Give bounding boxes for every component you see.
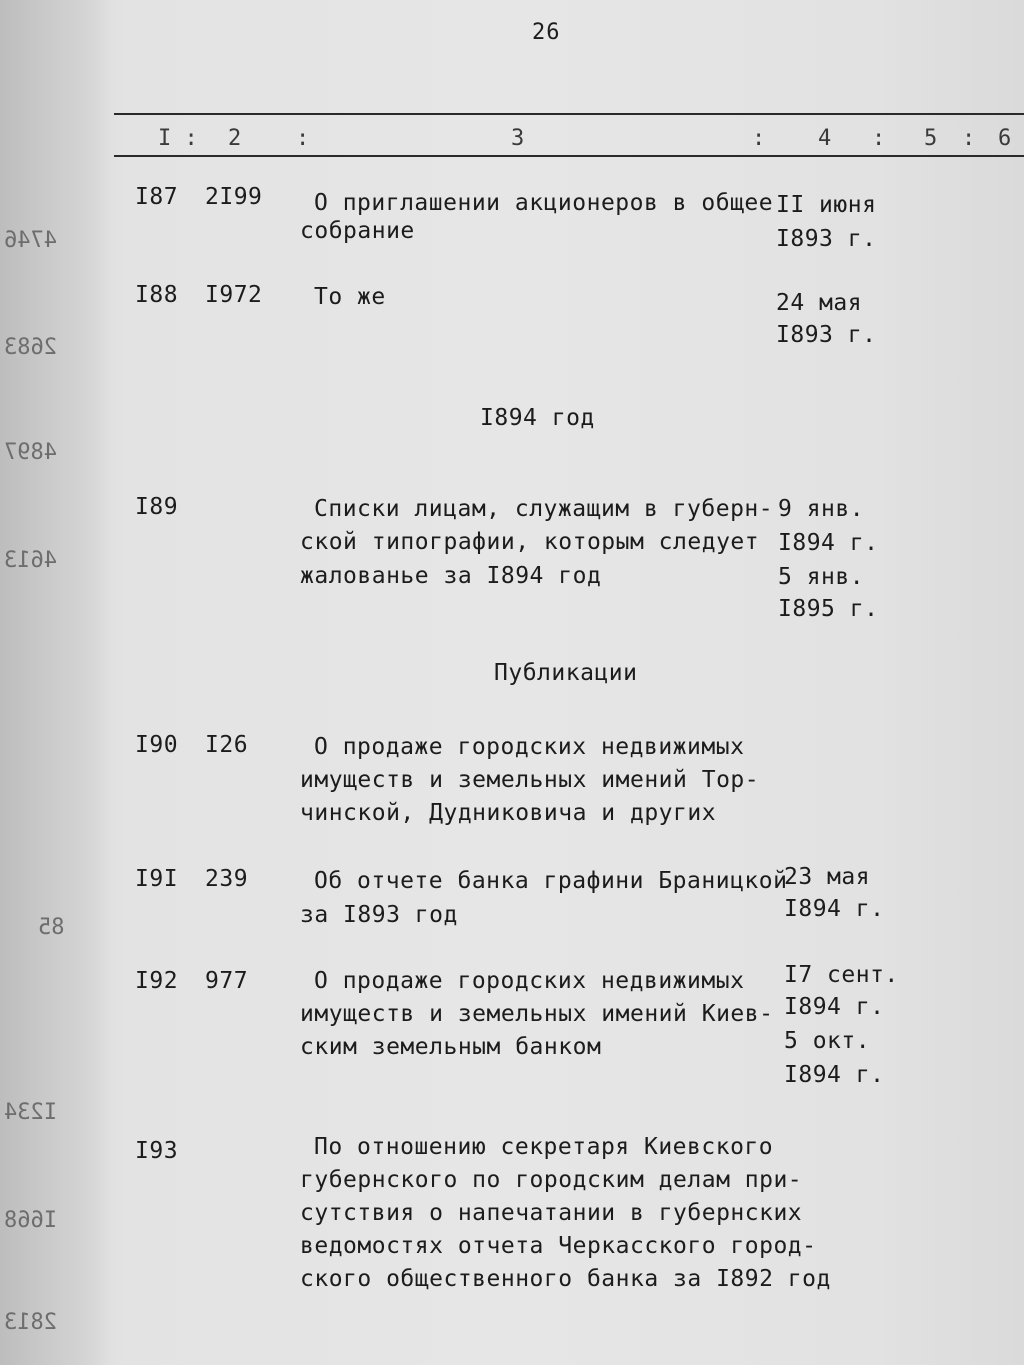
entry-col2: 2I99 [205, 184, 263, 210]
entry-number: I88 [135, 282, 179, 308]
column-separator: : [752, 126, 766, 151]
column-header: 4 [818, 126, 832, 151]
entry-title-line: По отношению секретаря Киевского [314, 1134, 774, 1160]
entry-date-line: I894 г. [784, 1062, 885, 1088]
entry-title-line: ским земельным банком [300, 1034, 602, 1060]
margin-number: I234 [4, 1100, 57, 1125]
entry-date-line: 9 янв. [778, 496, 865, 522]
entry-number: I92 [135, 968, 179, 994]
section-heading: I894 год [480, 405, 595, 431]
entry-title-line: Об отчете банка графини Браницкой [314, 868, 788, 894]
margin-number: 2683 [4, 335, 57, 360]
entry-title-line: О продаже городских недвижимых [314, 734, 745, 760]
column-separator: : [872, 126, 886, 151]
entry-date-line: 5 янв. [778, 564, 865, 590]
margin-number: I668 [4, 1208, 57, 1233]
entry-title-line: чинской, Дудниковича и других [300, 800, 717, 826]
column-separator: : [296, 126, 310, 151]
margin-number: 4613 [4, 548, 57, 573]
entry-date-line: I895 г. [778, 596, 879, 622]
entry-date-line: I894 г. [784, 896, 885, 922]
entry-title-line: О продаже городских недвижимых [314, 968, 745, 994]
entry-title-line: имуществ и земельных имений Киев- [300, 1001, 774, 1027]
entry-title-line: сутствия о напечатании в губернских [300, 1200, 803, 1226]
entry-date-line: I894 г. [784, 994, 885, 1020]
entry-title-line: имуществ и земельных имений Тор- [300, 767, 760, 793]
entry-title-line: за I893 год [300, 902, 458, 928]
entry-title-line: губернского по городским делам при- [300, 1167, 803, 1193]
column-header: 5 [924, 126, 938, 151]
entry-number: I93 [135, 1138, 179, 1164]
entry-date-line: I893 г. [776, 226, 877, 252]
entry-title-line: То же [314, 284, 386, 310]
entry-title-line: ского общественного банка за I892 год [300, 1266, 831, 1292]
entry-date-line: II июня [776, 192, 877, 218]
margin-number: 4897 [4, 440, 57, 465]
header-rule-bottom [114, 155, 1024, 157]
margin-number: 2813 [4, 1310, 57, 1335]
column-header: 3 [511, 126, 525, 151]
margin-number: 85 [38, 915, 65, 940]
section-heading: Публикации [494, 660, 638, 686]
entry-date-line: 24 мая [776, 290, 863, 316]
entry-col2: I26 [205, 732, 249, 758]
entry-date-line: 5 окт. [784, 1028, 871, 1054]
page-number: 26 [532, 20, 561, 45]
entry-title-line: собрание [300, 218, 415, 244]
column-separator: : [962, 126, 976, 151]
entry-title-line: ведомостях отчета Черкасского город- [300, 1233, 817, 1259]
entry-date-line: I894 г. [778, 530, 879, 556]
entry-col2: I972 [205, 282, 263, 308]
entry-number: I9I [135, 866, 179, 892]
column-header: 6 [998, 126, 1012, 151]
column-header: 2 [228, 126, 242, 151]
entry-title-line: ской типографии, которым следует [300, 529, 760, 555]
header-rule-top [114, 113, 1024, 115]
entry-number: I90 [135, 732, 179, 758]
entry-title-line: О приглашении акционеров в общее [314, 190, 774, 216]
entry-title-line: жалованье за I894 год [300, 563, 602, 589]
entry-date-line: I893 г. [776, 322, 877, 348]
entry-number: I87 [135, 184, 179, 210]
previous-page-edge [0, 0, 110, 1365]
entry-title-line: Списки лицам, служащим в губерн- [314, 496, 774, 522]
entry-date-line: I7 сент. [784, 962, 899, 988]
entry-col2: 239 [205, 866, 249, 892]
entry-number: I89 [135, 494, 179, 520]
margin-number: 4746 [4, 228, 57, 253]
column-header: I : [158, 126, 198, 151]
entry-col2: 977 [205, 968, 249, 994]
entry-date-line: 23 мая [784, 864, 871, 890]
